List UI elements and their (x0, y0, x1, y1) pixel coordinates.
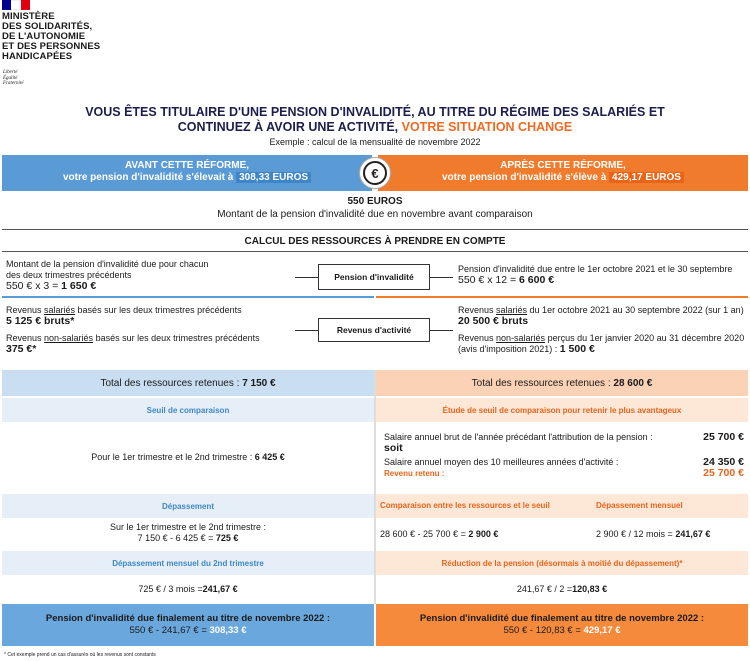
republic-motto: Liberté Égalité Fraternité (3, 70, 24, 86)
exceed-left: Sur le 1er trimestre et le 2nd trimestre : 7 150 € - 6 425 € = 725 € (109, 522, 267, 543)
center-divider (374, 370, 376, 604)
arrow-right-icon (430, 277, 453, 278)
final-right: Pension d'invalidité due finalement au titre de novembre 2022 : 550 € - 120,83 € = 429,17 € (376, 604, 748, 646)
activity-right-text: Revenus salariés du 1er octobre 2021 au 30 septembre 2022 (sur 1 an) 20 500 € bruts Revenus non-salariés perçus du 1er janvier 2020 au 31 décembre 2020 (avis d'imposition 2021) : 1 500 € (458, 305, 745, 355)
exceed-head-right (376, 494, 748, 518)
arrow-left-icon (295, 330, 318, 331)
french-flag-icon (2, 0, 30, 10)
blue-divider (2, 296, 374, 298)
base-amount: 550 EUROS (347, 196, 403, 207)
final-left: Pension d'invalidité due finalement au titre de novembre 2022 : 550 € - 241,67 € = 308,33 € (2, 604, 374, 646)
divider (2, 251, 748, 252)
page-title: VOUS ÊTES TITULAIRE D'UNE PENSION D'INVALIDITÉ, AU TITRE DU RÉGIME DES SALARIÉS ET CONTINUEZ À AVOIR UNE ACTIVITÉ, VOTRE SITUATION CHANGE (85, 105, 665, 134)
total-left: Total des ressources retenues : 7 150 € (2, 370, 374, 396)
pension-right-text: Pension d'invalidité due entre le 1er octobre 2021 et le 30 septembre 550 € x 12 = 6 600 € (458, 264, 733, 286)
exceed-right-1: 28 600 € - 25 700 € = 2 900 € (380, 529, 499, 539)
before-reform-band: AVANT CETTE RÉFORME, votre pension d'invalidité s'élevait à 308,33 EUROS (2, 155, 372, 191)
exceed-head-right-1: Comparaison entre les ressources et le seuil (380, 501, 550, 510)
base-amount-description: Montant de la pension d'invalidité due en novembre avant comparaison (217, 209, 533, 220)
monthly-right: 241,67 € / 2 = 120,83 € (516, 583, 608, 594)
footnote: * Cet exemple prend un cas d'assurés où les revenus sont constants (4, 652, 156, 658)
exceed-right-2: 2 900 € / 12 mois = 241,67 € (596, 529, 711, 539)
pension-left-text: Montant de la pension d'invalidité due pour chacun des deux trimestres précédents 550 € x 3 = 1 650 € (6, 259, 209, 292)
orange-divider (376, 296, 748, 298)
euro-icon: € (359, 157, 391, 189)
page-subtitle: Exemple : calcul de la mensualité de novembre 2022 (269, 137, 481, 147)
threshold-head-left: Seuil de comparaison (2, 398, 374, 422)
activity-left-text: Revenus salariés basés sur les deux trimestres précédents 5 125 € bruts* Revenus non-salariés basés sur les deux trimestres précédents 375 €* (6, 305, 260, 355)
monthly-head-right: Réduction de la pension (désormais à moitié du dépassement)* (376, 551, 748, 575)
monthly-head-left: Dépassement mensuel du 2nd trimestre (2, 551, 374, 575)
arrow-right-icon (430, 330, 453, 331)
threshold-left: Pour le 1er trimestre et le 2nd trimestre : 6 425 € (91, 451, 285, 462)
arrow-left-icon (295, 277, 318, 278)
threshold-head-right: Étude de seuil de comparaison pour retenir le plus avantageux (376, 398, 748, 422)
exceed-head-right-2: Dépassement mensuel (596, 501, 683, 510)
after-reform-band: APRÈS CETTE RÉFORME, votre pension d'invalidité s'élève à 429,17 EUROS (378, 155, 748, 191)
monthly-left: 725 € / 3 mois = 241,67 € (138, 583, 238, 594)
total-right: Total des ressources retenues : 28 600 € (376, 370, 748, 396)
ministry-name: MINISTÈRE DES SOLIDARITÉS, DE L'AUTONOMIE ET DES PERSONNES HANDICAPÉES (2, 11, 101, 62)
pension-label-box: Pension d'invalidité (318, 264, 430, 290)
calc-section-title: CALCUL DES RESSOURCES À PRENDRE EN COMPTE (244, 236, 506, 247)
threshold-right: Salaire annuel brut de l'année précédant l'attribution de la pension : 25 700 € soit Salaire annuel moyen des 10 meilleures années d'activité : 24 350 € Revenu retenu : 25 700 € (384, 431, 744, 479)
divider (2, 229, 748, 230)
exceed-head-left: Dépassement (2, 494, 374, 518)
activity-label-box: Revenus d'activité (318, 318, 430, 342)
